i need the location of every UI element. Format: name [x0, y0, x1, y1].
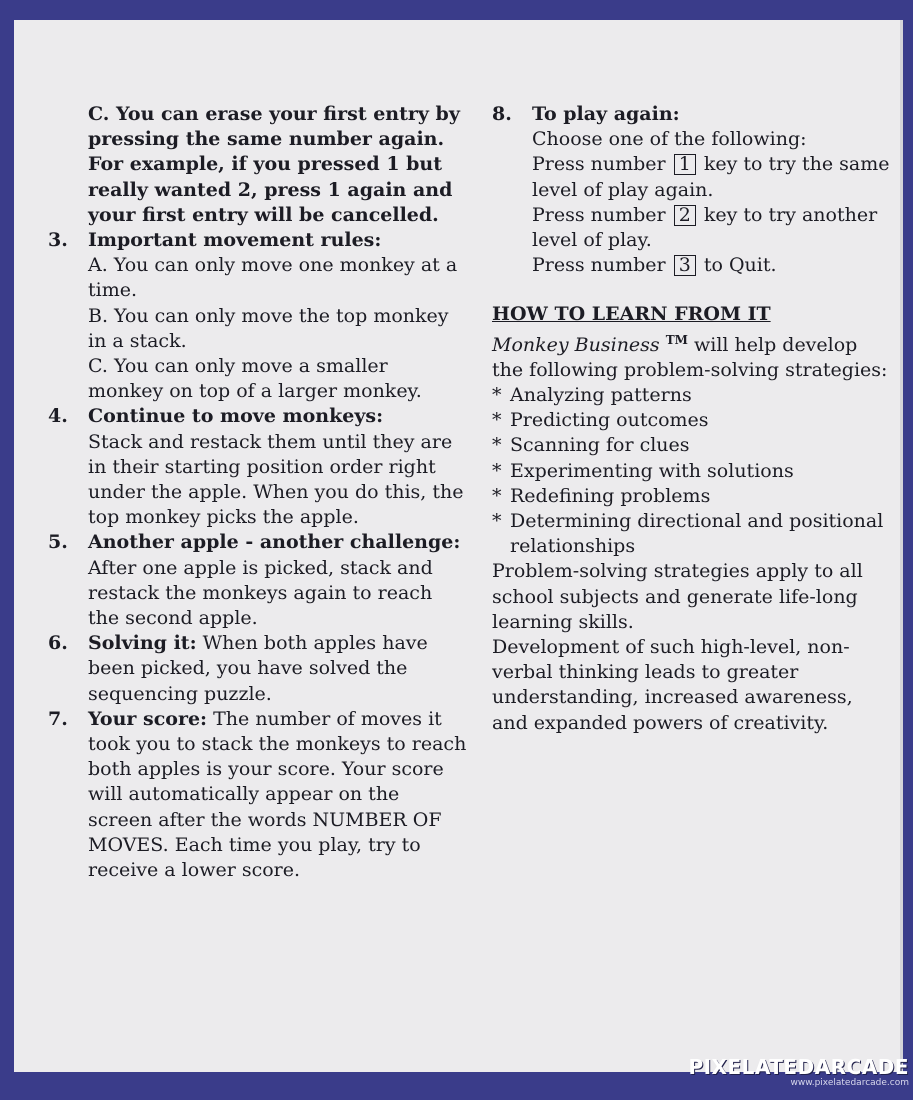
list-item: * Determining directional and positional relationships [492, 509, 892, 559]
play-again-intro: Choose one of the following: [532, 128, 807, 151]
key-3-icon: 3 [674, 255, 696, 276]
manual-page [14, 20, 903, 1072]
intro-rest: will help develop the following problem-solving strategies: [492, 333, 888, 381]
bullet-icon: * [492, 459, 502, 482]
item-number: 4. [48, 405, 68, 428]
item-title: Your score: [88, 707, 208, 730]
key-2-icon: 2 [674, 205, 696, 226]
list-item: * Scanning for clues [492, 433, 892, 458]
item-text: Stack and restack them until they are in their starting position order right under the apple. When you do this, the top monkey picks the apple. [88, 430, 464, 529]
trademark: TM [665, 332, 688, 347]
item-7 [48, 707, 468, 883]
item-4 [48, 404, 468, 530]
item-title: Continue to move monkeys: [88, 405, 384, 428]
item-title: To play again: [532, 103, 680, 125]
list-item: * Redefining problems [492, 484, 892, 509]
item-number: 8. [492, 103, 512, 125]
product-name: Monkey Business [492, 333, 660, 356]
list-item: * Experimenting with solutions [492, 459, 892, 484]
item-number: 7. [48, 707, 68, 730]
rule-b: B. You can only move the top monkey in a stack. [88, 304, 449, 352]
watermark-url: www.pixelatedarcade.com [790, 1078, 909, 1088]
bullet-icon: * [492, 384, 502, 407]
section-heading: HOW TO LEARN FROM IT [492, 303, 771, 326]
item-number: 6. [48, 632, 68, 655]
watermark [688, 1055, 909, 1088]
list-item: * Predicting outcomes [492, 408, 892, 433]
list-item: * Analyzing patterns [492, 383, 892, 408]
item-text: The number of moves it took you to stack the monkeys to reach both apples is your score. Your score will automatically appear on the screen after the words NUMBER OF MOVES. Each time you play, try to receive a lower score. [88, 707, 467, 882]
bullet-icon: * [492, 434, 502, 457]
rule-c: C. You can only move a smaller monkey on top of a larger monkey. [88, 355, 422, 403]
item-title: Important movement rules: [88, 229, 382, 252]
item-6 [48, 631, 468, 707]
right-column [492, 102, 892, 736]
bullet-icon: * [492, 510, 502, 533]
item-8 [492, 102, 892, 278]
rule-a: A. You can only move one monkey at a time. [88, 254, 458, 302]
paragraph-strategies: Problem-solving strategies apply to all school subjects and generate life-long learning skills. [492, 560, 863, 633]
watermark-title: PIXELATEDARCADE [688, 1055, 909, 1079]
option-3: Press number 3 to Quit. [532, 254, 777, 277]
learn-intro [492, 328, 892, 383]
item-text: When both apples have been picked, you have solved the sequencing puzzle. [88, 632, 428, 705]
item-text: After one apple is picked, stack and restack the monkeys again to reach the second apple. [88, 556, 433, 630]
item-number: 3. [48, 229, 68, 252]
left-column [48, 102, 468, 883]
bullet-icon: * [492, 409, 502, 432]
item-5 [48, 530, 468, 631]
option-1: Press number 1 key to try the same level of play again. [532, 153, 890, 201]
item-title: Another apple - another challenge: [88, 531, 461, 554]
item-2c [48, 102, 468, 228]
option-2: Press number 2 key to try another level of play. [532, 203, 878, 252]
key-1-icon: 1 [674, 154, 696, 175]
bullet-icon: * [492, 484, 502, 507]
paragraph-development: Development of such high-level, non-verbal thinking leads to greater understanding, increased awareness, and expanded powers of creativity. [492, 636, 853, 734]
item-3 [48, 228, 468, 404]
item-title: Solving it: [88, 632, 197, 655]
item-number: 5. [48, 531, 68, 554]
strategy-list [492, 383, 892, 559]
erase-entry-text: C. You can erase your first entry by pressing the same number again. For example, if you pressed 1 but really wanted 2, press 1 again and your first entry will be cancelled. [88, 103, 460, 226]
